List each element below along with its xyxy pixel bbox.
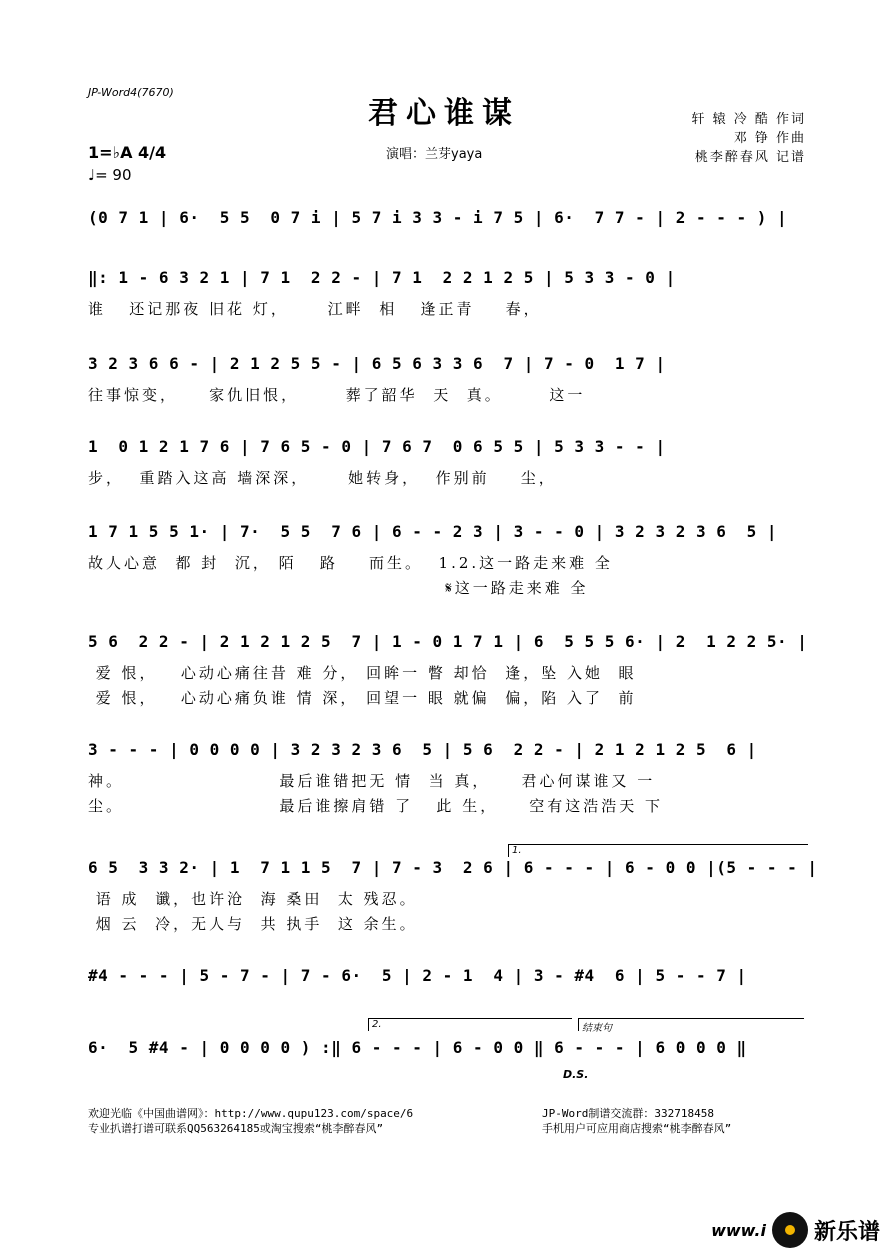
lyric-line: 谁 还记那夜 旧花 灯， 江畔 相 逢正青 春， bbox=[88, 300, 542, 318]
notation-line: 6 5 3 3 2· | 1 7 1 1 5 7 | 7 - 3 2 6 | 6 - - - | 6 - 0 0 |(5 - - - | bbox=[88, 858, 818, 877]
lyric-line: 步， 重踏入这高 墙深深， 她转身， 作别前 尘， bbox=[88, 469, 557, 487]
tempo-marking: ♩= 90 bbox=[88, 166, 132, 184]
logo-disc-icon bbox=[772, 1212, 808, 1248]
composer-credit: 邓 铮 作曲 bbox=[733, 131, 806, 146]
notation-line: (0 7 1 | 6· 5 5 0 7 i | 5 7 i 3 3 - i 7 5 | 6· 7 7 - | 2 - - - ) | bbox=[88, 208, 788, 227]
notation-line: 5 6 2 2 - | 2 1 2 1 2 5 7 | 1 - 0 1 7 1 | 6 5 5 5 6· | 2 1 2 2 5· | bbox=[88, 632, 808, 651]
footer-right bbox=[542, 1106, 731, 1136]
ds-marking: D.S. bbox=[563, 1068, 589, 1081]
notation-line: ‖: 1 - 6 3 2 1 | 7 1 2 2 - | 7 1 2 2 1 2 5 | 5 3 3 - 0 | bbox=[88, 268, 676, 287]
notation-line: 1 0 1 2 1 7 6 | 7 6 5 - 0 | 7 6 7 0 6 5 5 | 5 3 3 - - | bbox=[88, 437, 666, 456]
lyric-line: 𝄋这一路走来难 全 bbox=[88, 579, 589, 597]
software-tag: JP-Word4(7670) bbox=[88, 86, 174, 99]
song-title: 君心谁谋 bbox=[368, 96, 520, 131]
ending-bracket: 结束句 bbox=[578, 1018, 804, 1031]
lyric-line: 神。 最后谁错把无 情 当 真， 君心何谋谁又 一 bbox=[88, 772, 656, 790]
transcriber-credit: 桃李醉春风 记谱 bbox=[694, 150, 806, 165]
notation-line: 1 7 1 5 5 1· | 7· 5 5 7 6 | 6 - - 2 3 | 3 - - 0 | 3 2 3 2 3 6 5 | bbox=[88, 522, 778, 541]
lyric-line: 语 成 谶，也许沧 海 桑田 太 残忍。 bbox=[88, 890, 418, 908]
notation-line: #4 - - - | 5 - 7 - | 7 - 6· 5 | 2 - 1 4 | 3 - #4 6 | 5 - - 7 | bbox=[88, 966, 747, 985]
lyric-line: 爱 恨， 心动心痛负谁 情 深， 回望一 眼 就偏 偏，陷 入了 前 bbox=[88, 689, 637, 707]
footer-group: JP-Word制谱交流群：332718458 bbox=[542, 1107, 714, 1120]
lyricist-credit: 轩 辕 冷 酷 作词 bbox=[691, 112, 806, 127]
credits bbox=[691, 110, 806, 167]
volta-2: 2. bbox=[368, 1018, 572, 1031]
footer-site-link[interactable]: 欢迎光临《中国曲谱网》：http://www.qupu123.com/space/6 bbox=[88, 1107, 414, 1120]
watermark-logo bbox=[711, 1212, 880, 1248]
footer-app: 手机用户可应用商店搜索“桃李醉春风” bbox=[542, 1122, 732, 1135]
logo-url: www.i bbox=[711, 1220, 766, 1240]
notation-line: 3 - - - | 0 0 0 0 | 3 2 3 2 3 6 5 | 5 6 2 2 - | 2 1 2 1 2 5 6 | bbox=[88, 740, 757, 759]
logo-name: 新乐谱 bbox=[813, 1219, 880, 1245]
lyric-line: 尘。 最后谁擦肩错 了 此 生， 空有这浩浩天 下 bbox=[88, 797, 664, 815]
volta-1: 1. bbox=[508, 844, 808, 857]
footer-left bbox=[88, 1106, 413, 1136]
footer-contact: 专业扒谱打谱可联系QQ563264185或淘宝搜索“桃李醉春风” bbox=[88, 1122, 384, 1135]
lyric-line: 烟 云 冷，无人与 共 执手 这 余生。 bbox=[88, 915, 418, 933]
notation-line: 6· 5 #4 - | 0 0 0 0 ) :‖ 6 - - - | 6 - 0 0 ‖ 6 - - - | 6 0 0 0 ‖ bbox=[88, 1038, 747, 1057]
lyric-line: 故人心意 都 封 沉， 陌 路 而生。 1.2.这一路走来难 全 bbox=[88, 554, 613, 572]
lyric-line: 爱 恨， 心动心痛往昔 难 分， 回眸一 瞥 却恰 逢，坠 入她 眼 bbox=[88, 664, 637, 682]
singer-credit: 演唱：兰芽yaya bbox=[386, 147, 483, 162]
key-signature: 1=♭A 4/4 bbox=[88, 143, 167, 162]
lyric-line: 往事惊变， 家仇旧恨， 葬了韶华 天 真。 这一 bbox=[88, 386, 586, 404]
notation-line: 3 2 3 6 6 - | 2 1 2 5 5 - | 6 5 6 3 3 6 7 | 7 - 0 1 7 | bbox=[88, 354, 666, 373]
